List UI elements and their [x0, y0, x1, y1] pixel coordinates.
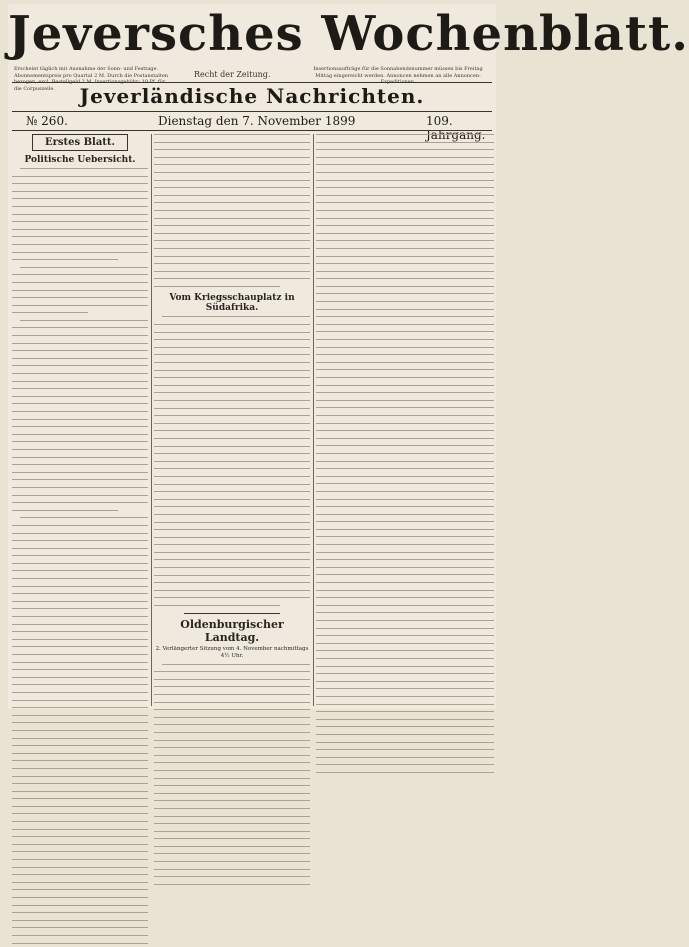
article-text: [316, 134, 494, 776]
newspaper-page: [8, 4, 689, 709]
issue-rule-bottom: [12, 130, 492, 131]
issue-rule-top: [12, 111, 492, 112]
insertion-info: Insertionsaufträge für die Sonnabendsnummer müssen bis Freitag Mittag eingereicht werden. Annoncen nehmen an alle Annoncen-Expeditionen.: [313, 66, 483, 85]
section-heading: Politische Uebersicht.: [24, 155, 136, 165]
column-divider: [151, 134, 152, 706]
subscription-info: Erscheint täglich mit Ausnahme der Sonn- und Festtage. Abonnementspreis pro Quartal 2 M. Durch die Postanstalten bezogen, excl. Bestellgeld 2 M. Insertionsgebühr: 10 Pf. für die Corpuszeile.: [14, 66, 169, 92]
article-text: [154, 664, 310, 888]
issue-year: 109. Jahrgang.: [426, 114, 486, 142]
column-3: [316, 134, 494, 706]
article-text: [154, 134, 310, 290]
header-rule: [12, 82, 492, 83]
page-subtitle: Jeverländische Nachrichten.: [79, 84, 425, 108]
column-2: [154, 134, 310, 706]
article-text: [154, 316, 310, 609]
section-box: Erstes Blatt.: [32, 134, 128, 151]
section-heading: Oldenburgischer Landtag.: [180, 617, 284, 644]
column-divider: [313, 134, 314, 706]
section-divider: [184, 613, 280, 614]
section-heading: Vom Kriegsschauplatz in Südafrika.: [169, 293, 295, 314]
tagline: Recht der Zeitung.: [194, 70, 271, 79]
article-text: [12, 168, 148, 947]
column-1: [12, 134, 148, 706]
issue-date: Dienstag den 7. November 1899: [158, 114, 356, 128]
issue-number: № 260.: [26, 114, 68, 128]
session-subline: 2. Verlängerter Sitzung vom 4. November nachmittags 4½ Uhr.: [155, 645, 309, 659]
masthead-title: Jeversches Wochenblatt.: [8, 6, 689, 62]
